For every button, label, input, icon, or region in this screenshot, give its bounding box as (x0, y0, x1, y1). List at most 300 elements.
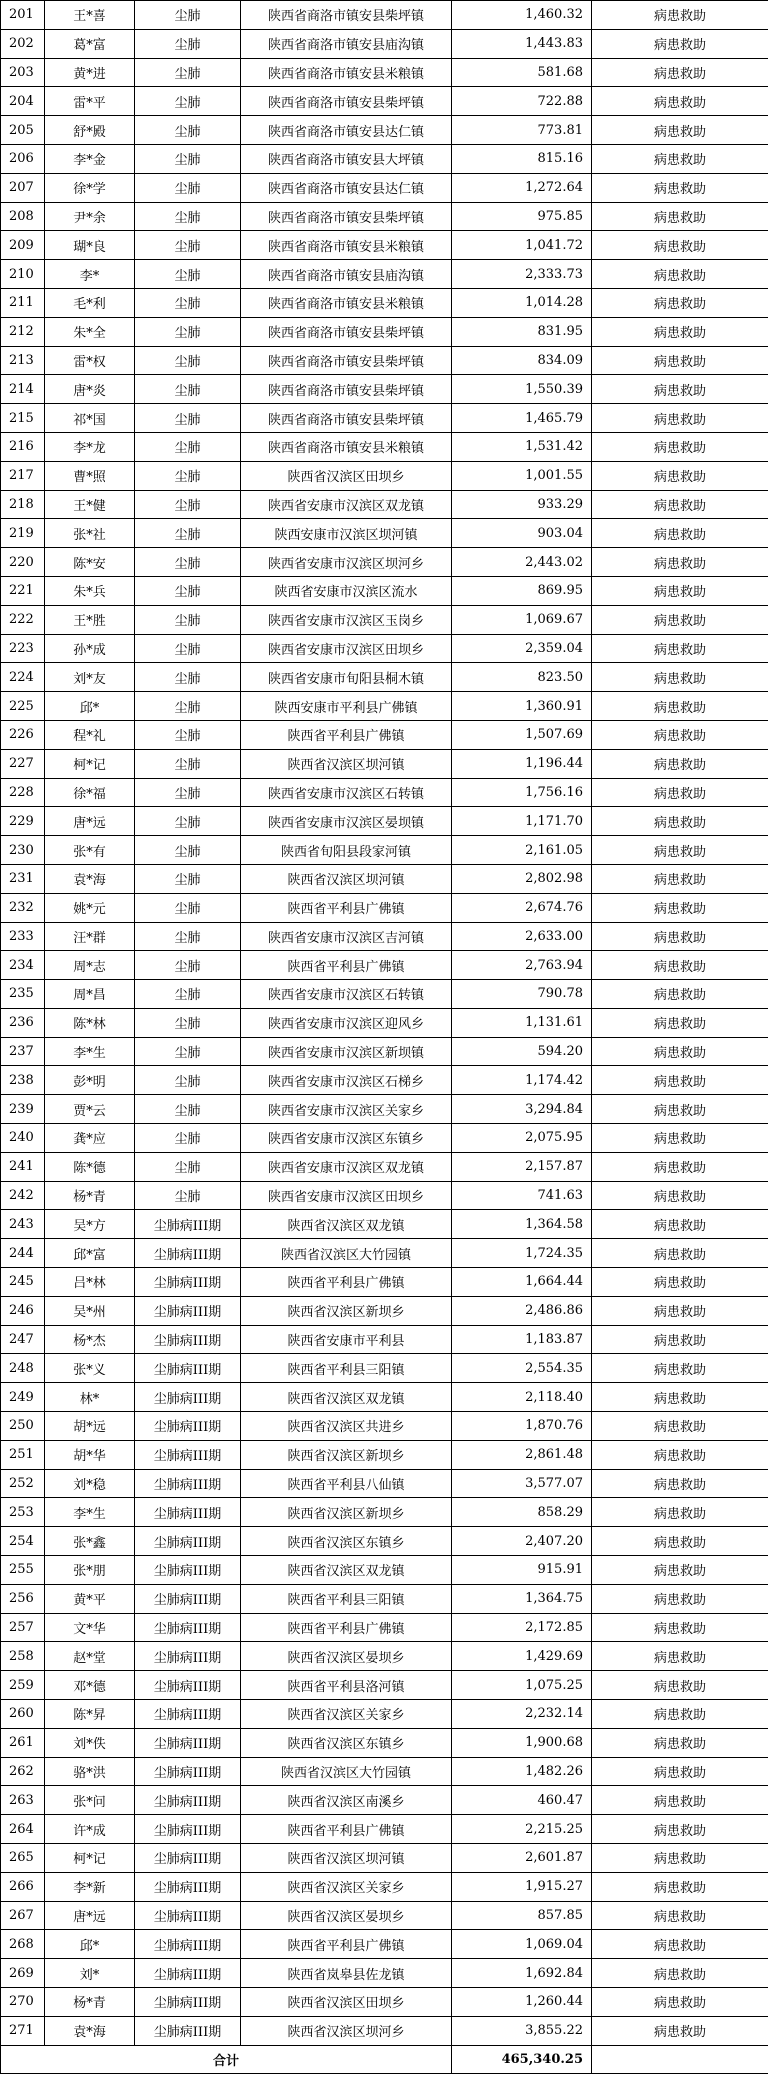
disease-cell: 尘肺病III期 (135, 1498, 241, 1527)
amount-cell: 1,724.35 (452, 1239, 592, 1268)
disease-cell: 尘肺病III期 (135, 1469, 241, 1498)
amount-cell: 2,407.20 (452, 1527, 592, 1556)
amount-cell: 790.78 (452, 980, 592, 1009)
disease-cell: 尘肺 (135, 346, 241, 375)
address-cell: 陕西省平利县洛河镇 (241, 1671, 452, 1700)
address-cell: 陕西省安康市汉滨区玉岗乡 (241, 605, 452, 634)
disease-cell: 尘肺 (135, 1066, 241, 1095)
row-number-cell: 258 (1, 1642, 45, 1671)
aid-type-cell: 病患救助 (592, 720, 768, 749)
table-row (1, 1959, 768, 1988)
disease-cell: 尘肺 (135, 404, 241, 433)
recipient-name-cell: 雷*权 (45, 346, 135, 375)
recipient-name-cell: 吴*州 (45, 1296, 135, 1325)
total-blank-cell (592, 2045, 768, 2074)
aid-type-cell: 病患救助 (592, 1296, 768, 1325)
row-number-cell: 234 (1, 951, 45, 980)
aid-type-cell: 病患救助 (592, 432, 768, 461)
amount-cell: 1,183.87 (452, 1325, 592, 1354)
table-row (1, 1613, 768, 1642)
disease-cell: 尘肺 (135, 980, 241, 1009)
disease-cell: 尘肺 (135, 576, 241, 605)
aid-type-cell: 病患救助 (592, 1498, 768, 1527)
aid-type-cell: 病患救助 (592, 1469, 768, 1498)
recipient-name-cell: 胡*华 (45, 1440, 135, 1469)
recipient-name-cell: 吴*方 (45, 1210, 135, 1239)
disease-cell: 尘肺病III期 (135, 1671, 241, 1700)
address-cell: 陕西省商洛市镇安县米粮镇 (241, 432, 452, 461)
disease-cell: 尘肺病III期 (135, 1268, 241, 1297)
address-cell: 陕西省平利县三阳镇 (241, 1354, 452, 1383)
recipient-name-cell: 陈*德 (45, 1152, 135, 1181)
row-number-cell: 216 (1, 432, 45, 461)
aid-type-cell: 病患救助 (592, 1440, 768, 1469)
aid-type-cell: 病患救助 (592, 1412, 768, 1441)
amount-cell: 2,157.87 (452, 1152, 592, 1181)
address-cell: 陕西省平利县三阳镇 (241, 1584, 452, 1613)
table-row (1, 1469, 768, 1498)
disease-cell: 尘肺 (135, 375, 241, 404)
recipient-name-cell: 唐*远 (45, 1901, 135, 1930)
amount-cell: 1,429.69 (452, 1642, 592, 1671)
amount-cell: 1,364.75 (452, 1584, 592, 1613)
table-row (1, 1, 768, 30)
recipient-name-cell: 瑚*良 (45, 231, 135, 260)
row-number-cell: 253 (1, 1498, 45, 1527)
recipient-name-cell: 陈*昇 (45, 1700, 135, 1729)
row-number-cell: 203 (1, 58, 45, 87)
table-row (1, 432, 768, 461)
address-cell: 陕西省安康市汉滨区石转镇 (241, 980, 452, 1009)
row-number-cell: 264 (1, 1815, 45, 1844)
row-number-cell: 241 (1, 1152, 45, 1181)
recipient-name-cell: 赵*堂 (45, 1642, 135, 1671)
recipient-name-cell: 舒*殿 (45, 116, 135, 145)
aid-type-cell: 病患救助 (592, 1872, 768, 1901)
recipient-name-cell: 孙*成 (45, 634, 135, 663)
row-number-cell: 222 (1, 605, 45, 634)
table-row (1, 461, 768, 490)
disease-cell: 尘肺病III期 (135, 1987, 241, 2016)
address-cell: 陕西省安康市汉滨区坝河乡 (241, 548, 452, 577)
recipient-name-cell: 朱*全 (45, 317, 135, 346)
recipient-name-cell: 张*社 (45, 519, 135, 548)
disease-cell: 尘肺病III期 (135, 1584, 241, 1613)
address-cell: 陕西省商洛市镇安县米粮镇 (241, 58, 452, 87)
recipient-name-cell: 李*龙 (45, 432, 135, 461)
disease-cell: 尘肺 (135, 864, 241, 893)
disease-cell: 尘肺病III期 (135, 1815, 241, 1844)
table-row (1, 29, 768, 58)
disease-cell: 尘肺病III期 (135, 1556, 241, 1585)
row-number-cell: 219 (1, 519, 45, 548)
row-number-cell: 239 (1, 1095, 45, 1124)
address-cell: 陕西省汉滨区双龙镇 (241, 1556, 452, 1585)
disease-cell: 尘肺 (135, 519, 241, 548)
table-row (1, 288, 768, 317)
aid-type-cell: 病患救助 (592, 548, 768, 577)
amount-cell: 1,131.61 (452, 1008, 592, 1037)
address-cell: 陕西省平利县广佛镇 (241, 720, 452, 749)
aid-type-cell: 病患救助 (592, 893, 768, 922)
address-cell: 陕西省安康市汉滨区石转镇 (241, 778, 452, 807)
amount-cell: 1,465.79 (452, 404, 592, 433)
recipient-name-cell: 李* (45, 260, 135, 289)
table-row (1, 375, 768, 404)
aid-type-cell: 病患救助 (592, 1210, 768, 1239)
aid-type-cell: 病患救助 (592, 1325, 768, 1354)
table-row (1, 1728, 768, 1757)
row-number-cell: 212 (1, 317, 45, 346)
amount-cell: 1,001.55 (452, 461, 592, 490)
disease-cell: 尘肺病III期 (135, 1901, 241, 1930)
table-row (1, 1239, 768, 1268)
aid-type-cell: 病患救助 (592, 288, 768, 317)
address-cell: 陕西省商洛市镇安县庙沟镇 (241, 29, 452, 58)
table-row (1, 1383, 768, 1412)
amount-cell: 933.29 (452, 490, 592, 519)
recipient-name-cell: 程*礼 (45, 720, 135, 749)
table-row (1, 2016, 768, 2045)
address-cell: 陕西省平利县广佛镇 (241, 1613, 452, 1642)
aid-type-cell: 病患救助 (592, 1930, 768, 1959)
disease-cell: 尘肺 (135, 1037, 241, 1066)
row-number-cell: 215 (1, 404, 45, 433)
address-cell: 陕西省商洛市镇安县柴坪镇 (241, 87, 452, 116)
address-cell: 陕西省商洛市镇安县柴坪镇 (241, 317, 452, 346)
amount-cell: 2,601.87 (452, 1844, 592, 1873)
disease-cell: 尘肺病III期 (135, 1844, 241, 1873)
row-number-cell: 251 (1, 1440, 45, 1469)
row-number-cell: 268 (1, 1930, 45, 1959)
address-cell: 陕西省汉滨区坝河乡 (241, 2016, 452, 2045)
disease-cell: 尘肺 (135, 692, 241, 721)
recipient-name-cell: 袁*海 (45, 2016, 135, 2045)
address-cell: 陕西省安康市汉滨区新坝镇 (241, 1037, 452, 1066)
disease-cell: 尘肺 (135, 1008, 241, 1037)
amount-cell: 773.81 (452, 116, 592, 145)
table-row (1, 1786, 768, 1815)
table-row (1, 1815, 768, 1844)
table-row (1, 836, 768, 865)
row-number-cell: 262 (1, 1757, 45, 1786)
table-row (1, 1325, 768, 1354)
aid-type-cell: 病患救助 (592, 1844, 768, 1873)
row-number-cell: 232 (1, 893, 45, 922)
recipient-name-cell: 李*生 (45, 1037, 135, 1066)
address-cell: 陕西省平利县广佛镇 (241, 1930, 452, 1959)
amount-cell: 831.95 (452, 317, 592, 346)
disease-cell: 尘肺病III期 (135, 1354, 241, 1383)
address-cell: 陕西安康市汉滨区坝河镇 (241, 519, 452, 548)
address-cell: 陕西省商洛市镇安县庙沟镇 (241, 260, 452, 289)
address-cell: 陕西省安康市汉滨区吉河镇 (241, 922, 452, 951)
recipient-name-cell: 许*成 (45, 1815, 135, 1844)
aid-type-cell: 病患救助 (592, 836, 768, 865)
disease-cell: 尘肺 (135, 490, 241, 519)
address-cell: 陕西省安康市汉滨区流水 (241, 576, 452, 605)
aid-type-cell: 病患救助 (592, 663, 768, 692)
row-number-cell: 217 (1, 461, 45, 490)
row-number-cell: 248 (1, 1354, 45, 1383)
table-row (1, 1498, 768, 1527)
recipient-name-cell: 文*华 (45, 1613, 135, 1642)
aid-type-cell: 病患救助 (592, 1556, 768, 1585)
amount-cell: 741.63 (452, 1181, 592, 1210)
total-row (1, 2045, 768, 2074)
amount-cell: 3,294.84 (452, 1095, 592, 1124)
row-number-cell: 236 (1, 1008, 45, 1037)
table-row (1, 1210, 768, 1239)
disease-cell: 尘肺 (135, 432, 241, 461)
table-row (1, 144, 768, 173)
disease-cell: 尘肺病III期 (135, 1786, 241, 1815)
row-number-cell: 240 (1, 1124, 45, 1153)
aid-type-cell: 病患救助 (592, 173, 768, 202)
address-cell: 陕西省汉滨区坝河镇 (241, 749, 452, 778)
amount-cell: 857.85 (452, 1901, 592, 1930)
disease-cell: 尘肺 (135, 778, 241, 807)
disease-cell: 尘肺 (135, 1181, 241, 1210)
recipient-name-cell: 吕*林 (45, 1268, 135, 1297)
recipient-name-cell: 姚*元 (45, 893, 135, 922)
address-cell: 陕西省商洛市镇安县大坪镇 (241, 144, 452, 173)
recipient-name-cell: 唐*远 (45, 807, 135, 836)
address-cell: 陕西省安康市汉滨区双龙镇 (241, 1152, 452, 1181)
row-number-cell: 226 (1, 720, 45, 749)
address-cell: 陕西省汉滨区田坝乡 (241, 1987, 452, 2016)
address-cell: 陕西省商洛市镇安县柴坪镇 (241, 202, 452, 231)
recipient-name-cell: 黄*平 (45, 1584, 135, 1613)
aid-type-cell: 病患救助 (592, 58, 768, 87)
address-cell: 陕西省汉滨区新坝乡 (241, 1498, 452, 1527)
disease-cell: 尘肺 (135, 548, 241, 577)
disease-cell: 尘肺 (135, 720, 241, 749)
address-cell: 陕西省商洛市镇安县达仁镇 (241, 173, 452, 202)
aid-type-cell: 病患救助 (592, 1008, 768, 1037)
amount-cell: 1,196.44 (452, 749, 592, 778)
row-number-cell: 230 (1, 836, 45, 865)
amount-cell: 2,802.98 (452, 864, 592, 893)
aid-type-cell: 病患救助 (592, 1786, 768, 1815)
aid-type-cell: 病患救助 (592, 1181, 768, 1210)
disease-cell: 尘肺 (135, 260, 241, 289)
table-row (1, 720, 768, 749)
row-number-cell: 263 (1, 1786, 45, 1815)
table-row (1, 404, 768, 433)
aid-type-cell: 病患救助 (592, 1613, 768, 1642)
amount-cell: 722.88 (452, 87, 592, 116)
amount-cell: 1,069.67 (452, 605, 592, 634)
address-cell: 陕西省安康市汉滨区东镇乡 (241, 1124, 452, 1153)
disease-cell: 尘肺 (135, 288, 241, 317)
row-number-cell: 221 (1, 576, 45, 605)
table-row (1, 951, 768, 980)
row-number-cell: 202 (1, 29, 45, 58)
address-cell: 陕西省汉滨区新坝乡 (241, 1440, 452, 1469)
row-number-cell: 233 (1, 922, 45, 951)
table-row (1, 1642, 768, 1671)
aid-type-cell: 病患救助 (592, 922, 768, 951)
recipient-name-cell: 毛*利 (45, 288, 135, 317)
disease-cell: 尘肺 (135, 634, 241, 663)
amount-cell: 1,482.26 (452, 1757, 592, 1786)
disease-cell: 尘肺病III期 (135, 1959, 241, 1988)
amount-cell: 1,507.69 (452, 720, 592, 749)
address-cell: 陕西省汉滨区新坝乡 (241, 1296, 452, 1325)
table-row (1, 58, 768, 87)
amount-cell: 2,763.94 (452, 951, 592, 980)
disease-cell: 尘肺 (135, 461, 241, 490)
amount-cell: 1,870.76 (452, 1412, 592, 1441)
table-row (1, 1440, 768, 1469)
aid-type-cell: 病患救助 (592, 692, 768, 721)
aid-type-cell: 病患救助 (592, 1959, 768, 1988)
amount-cell: 2,215.25 (452, 1815, 592, 1844)
table-row (1, 1671, 768, 1700)
disease-cell: 尘肺病III期 (135, 1239, 241, 1268)
disease-cell: 尘肺病III期 (135, 1383, 241, 1412)
row-number-cell: 210 (1, 260, 45, 289)
table-row (1, 1037, 768, 1066)
address-cell: 陕西省汉滨区大竹园镇 (241, 1757, 452, 1786)
recipient-name-cell: 王*喜 (45, 1, 135, 30)
amount-cell: 1,075.25 (452, 1671, 592, 1700)
address-cell: 陕西省安康市汉滨区关家乡 (241, 1095, 452, 1124)
address-cell: 陕西省汉滨区东镇乡 (241, 1728, 452, 1757)
row-number-cell: 256 (1, 1584, 45, 1613)
amount-cell: 1,900.68 (452, 1728, 592, 1757)
row-number-cell: 266 (1, 1872, 45, 1901)
row-number-cell: 223 (1, 634, 45, 663)
amount-cell: 3,577.07 (452, 1469, 592, 1498)
amount-cell: 1,531.42 (452, 432, 592, 461)
table-row (1, 692, 768, 721)
disease-cell: 尘肺 (135, 1095, 241, 1124)
amount-cell: 823.50 (452, 663, 592, 692)
amount-cell: 2,633.00 (452, 922, 592, 951)
row-number-cell: 267 (1, 1901, 45, 1930)
address-cell: 陕西省汉滨区大竹园镇 (241, 1239, 452, 1268)
aid-type-cell: 病患救助 (592, 864, 768, 893)
amount-cell: 1,692.84 (452, 1959, 592, 1988)
table-row (1, 1268, 768, 1297)
table-row (1, 1584, 768, 1613)
table-row (1, 864, 768, 893)
disease-cell: 尘肺 (135, 749, 241, 778)
recipient-name-cell: 徐*福 (45, 778, 135, 807)
disease-cell: 尘肺 (135, 202, 241, 231)
address-cell: 陕西省商洛市镇安县米粮镇 (241, 231, 452, 260)
address-cell: 陕西省商洛市镇安县柴坪镇 (241, 1, 452, 30)
recipient-name-cell: 陈*安 (45, 548, 135, 577)
table-row (1, 1700, 768, 1729)
amount-cell: 581.68 (452, 58, 592, 87)
address-cell: 陕西省旬阳县段家河镇 (241, 836, 452, 865)
table-row (1, 1008, 768, 1037)
amount-cell: 2,118.40 (452, 1383, 592, 1412)
row-number-cell: 242 (1, 1181, 45, 1210)
aid-type-cell: 病患救助 (592, 260, 768, 289)
recipient-name-cell: 周*志 (45, 951, 135, 980)
row-number-cell: 247 (1, 1325, 45, 1354)
amount-cell: 858.29 (452, 1498, 592, 1527)
amount-cell: 2,161.05 (452, 836, 592, 865)
row-number-cell: 214 (1, 375, 45, 404)
recipient-name-cell: 柯*记 (45, 1844, 135, 1873)
table-row (1, 1412, 768, 1441)
aid-type-cell: 病患救助 (592, 980, 768, 1009)
aid-type-cell: 病患救助 (592, 807, 768, 836)
disease-cell: 尘肺 (135, 144, 241, 173)
amount-cell: 1,460.32 (452, 1, 592, 30)
amount-cell: 1,664.44 (452, 1268, 592, 1297)
disease-cell: 尘肺 (135, 605, 241, 634)
table-row (1, 1296, 768, 1325)
table-row (1, 1930, 768, 1959)
aid-type-cell: 病患救助 (592, 778, 768, 807)
disease-cell: 尘肺病III期 (135, 1872, 241, 1901)
amount-cell: 1,069.04 (452, 1930, 592, 1959)
recipient-name-cell: 尹*余 (45, 202, 135, 231)
disease-cell: 尘肺病III期 (135, 1527, 241, 1556)
address-cell: 陕西省平利县八仙镇 (241, 1469, 452, 1498)
table-row (1, 749, 768, 778)
row-number-cell: 235 (1, 980, 45, 1009)
table-row (1, 260, 768, 289)
aid-type-cell: 病患救助 (592, 634, 768, 663)
aid-type-cell: 病患救助 (592, 231, 768, 260)
address-cell: 陕西省汉滨区南溪乡 (241, 1786, 452, 1815)
row-number-cell: 250 (1, 1412, 45, 1441)
aid-type-cell: 病患救助 (592, 1987, 768, 2016)
aid-type-cell: 病患救助 (592, 1354, 768, 1383)
amount-cell: 915.91 (452, 1556, 592, 1585)
aid-type-cell: 病患救助 (592, 87, 768, 116)
disease-cell: 尘肺病III期 (135, 2016, 241, 2045)
address-cell: 陕西省平利县广佛镇 (241, 1815, 452, 1844)
aid-type-cell: 病患救助 (592, 317, 768, 346)
amount-cell: 2,172.85 (452, 1613, 592, 1642)
recipient-name-cell: 葛*富 (45, 29, 135, 58)
aid-type-cell: 病患救助 (592, 1066, 768, 1095)
row-number-cell: 269 (1, 1959, 45, 1988)
disease-cell: 尘肺 (135, 231, 241, 260)
recipient-name-cell: 汪*群 (45, 922, 135, 951)
disease-cell: 尘肺 (135, 893, 241, 922)
recipient-name-cell: 张*问 (45, 1786, 135, 1815)
table-row (1, 1152, 768, 1181)
address-cell: 陕西省安康市旬阳县桐木镇 (241, 663, 452, 692)
amount-cell: 2,232.14 (452, 1700, 592, 1729)
row-number-cell: 209 (1, 231, 45, 260)
row-number-cell: 206 (1, 144, 45, 173)
recipient-name-cell: 张*有 (45, 836, 135, 865)
address-cell: 陕西省安康市汉滨区田坝乡 (241, 634, 452, 663)
row-number-cell: 213 (1, 346, 45, 375)
recipient-name-cell: 杨*杰 (45, 1325, 135, 1354)
table-row (1, 1095, 768, 1124)
aid-type-cell: 病患救助 (592, 1383, 768, 1412)
row-number-cell: 227 (1, 749, 45, 778)
disease-cell: 尘肺 (135, 663, 241, 692)
address-cell: 陕西省汉滨区坝河镇 (241, 1844, 452, 1873)
row-number-cell: 201 (1, 1, 45, 30)
row-number-cell: 208 (1, 202, 45, 231)
table-row (1, 346, 768, 375)
recipient-name-cell: 王*胜 (45, 605, 135, 634)
recipient-name-cell: 骆*洪 (45, 1757, 135, 1786)
